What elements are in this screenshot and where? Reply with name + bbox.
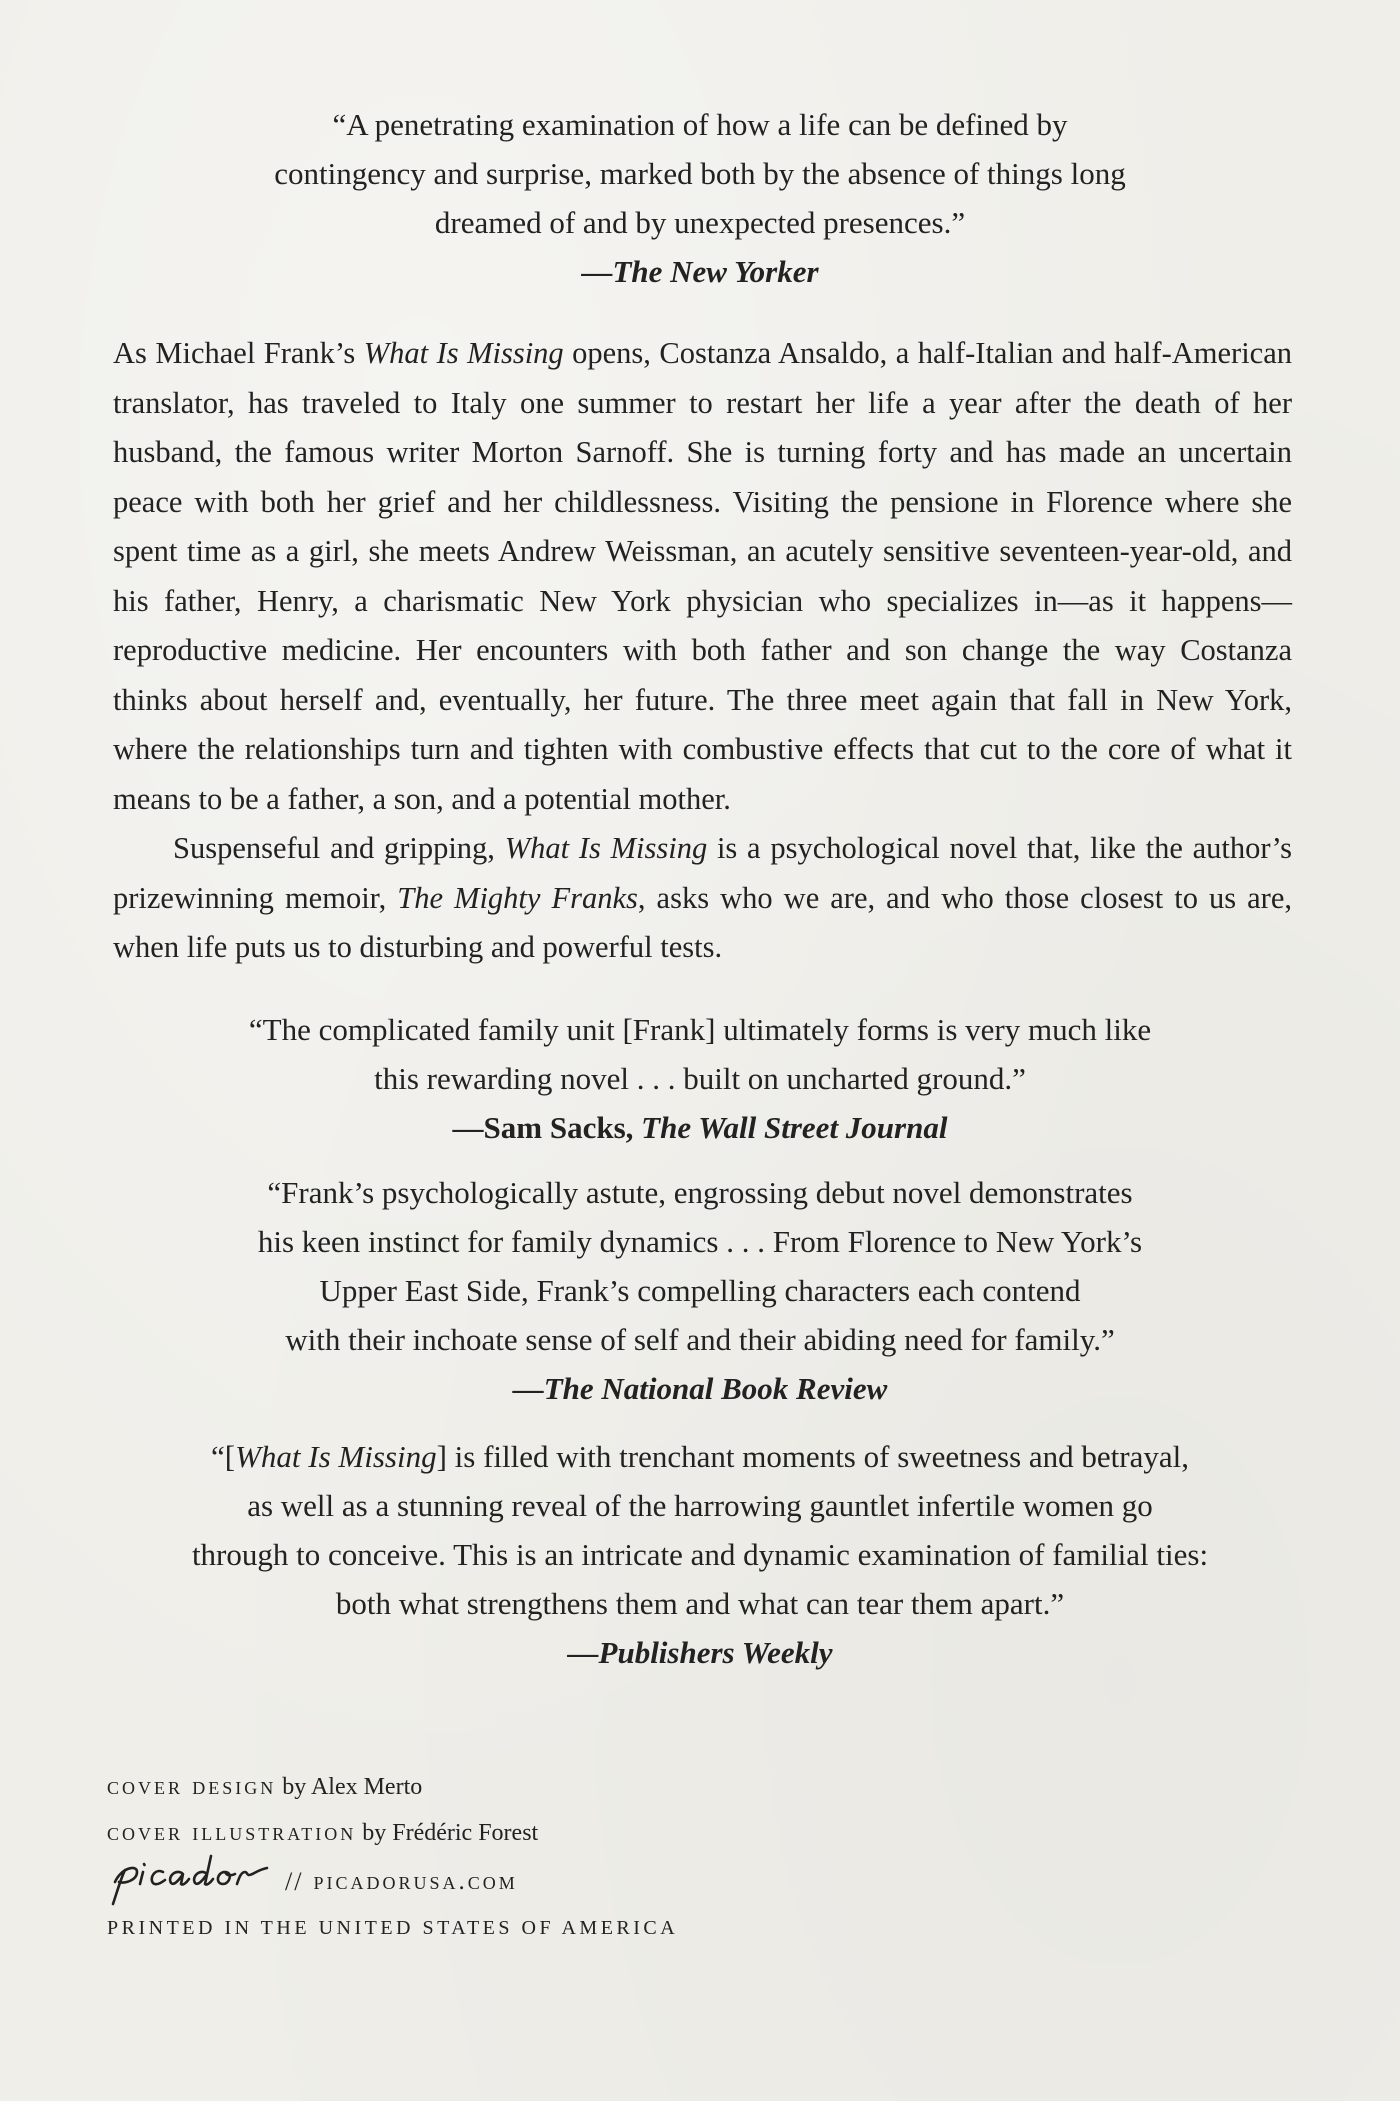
credits-block — [107, 1764, 678, 1951]
quote-line: “Frank’s psychologically astute, engrossing debut novel demonstrates — [267, 1175, 1133, 1210]
publication-name: The Wall Street Journal — [641, 1110, 948, 1145]
description-line: means to be a father, a son, and a potential mother. — [113, 781, 731, 816]
text-run: “[ — [211, 1439, 236, 1474]
top-review-quote — [0, 100, 1400, 296]
credit-value: by Frédéric Forest — [362, 1820, 539, 1846]
quote-attribution: —The New Yorker — [581, 254, 819, 289]
description-line: where the relationships turn and tighten with combustive effects that cut to the core of what it — [113, 732, 1292, 766]
description-line — [113, 329, 1292, 379]
credit-label: cover design — [107, 1773, 277, 1800]
quote-line: dreamed of and by unexpected presences.” — [434, 205, 966, 240]
book-title: What Is Missing — [504, 831, 708, 865]
quote-line: through to conceive. This is an intricate and dynamic examination of familial ties: — [191, 1537, 1209, 1572]
text-run: prizewinning memoir, — [113, 880, 398, 915]
cover-illustration-credit — [107, 1810, 678, 1856]
quote-attribution: —The National Book Review — [512, 1371, 888, 1406]
quote-line: “The complicated family unit [Frank] ultimately forms is very much like — [248, 1012, 1152, 1047]
quote-line: his keen instinct for family dynamics . . . From Florence to New York’s — [257, 1224, 1143, 1259]
description-line: thinks about herself and, eventually, her future. The three meet again that fall in New York, — [113, 682, 1292, 717]
credit-value: by Alex Merto — [282, 1774, 423, 1800]
quote-line: with their inchoate sense of self and their abiding need for family.” — [285, 1322, 1115, 1357]
picador-logo — [107, 1852, 279, 1910]
text-run: is a psychological novel that, like the author’s — [707, 831, 1293, 865]
quote-line: this rewarding novel . . . built on uncharted ground.” — [374, 1061, 1026, 1096]
description-line: when life puts us to disturbing and powerful tests. — [113, 930, 723, 964]
national-book-review-quote — [0, 1168, 1400, 1413]
text-run: opens, Costanza Ansaldo, a half-Italian and half-American — [563, 336, 1292, 370]
quote-attribution: —Publishers Weekly — [567, 1635, 833, 1670]
publishers-weekly-quote — [0, 1432, 1400, 1677]
description-line: husband, the famous writer Morton Sarnoff. She is turning forty and has made an uncertain — [113, 435, 1292, 469]
description-line — [113, 874, 1292, 924]
publisher-row — [107, 1856, 678, 1906]
quote-line: “A penetrating examination of how a life can be defined by — [332, 107, 1068, 142]
publisher-website[interactable]: picadorusa.com — [313, 1867, 518, 1895]
description-line: his father, Henry, a charismatic New York physician who specializes in—as it happens— — [113, 583, 1292, 618]
quote-line: contingency and surprise, marked both by the absence of things long — [274, 156, 1126, 191]
memoir-title: The Mighty Franks — [397, 880, 638, 915]
book-description — [113, 329, 1292, 973]
description-line: reproductive medicine. Her encounters with both father and son change the way Costanza — [113, 633, 1292, 667]
book-title: What Is Missing — [235, 1439, 437, 1474]
description-line: spent time as a girl, she meets Andrew Weissman, an acutely sensitive seventeen-year-old, and — [113, 534, 1292, 568]
quote-line: as well as a stunning reveal of the harrowing gauntlet infertile women go — [247, 1488, 1153, 1523]
description-line: peace with both her grief and her childlessness. Visiting the pensione in Florence where she — [113, 484, 1292, 519]
printed-in-notice: PRINTED IN THE UNITED STATES OF AMERICA — [107, 1917, 679, 1939]
wsj-review-quote — [0, 1005, 1400, 1152]
credit-label: cover illustration — [107, 1819, 357, 1846]
description-line — [113, 824, 1292, 874]
quote-line — [0, 1432, 1400, 1481]
text-run: As Michael Frank’s — [113, 336, 364, 370]
description-line: translator, has traveled to Italy one summer to restart her life a year after the death of her — [113, 385, 1292, 420]
quote-line: Upper East Side, Frank’s compelling characters each contend — [319, 1273, 1081, 1308]
text-run: Suspenseful and gripping, — [173, 831, 505, 865]
quote-line: both what strengthens them and what can tear them apart.” — [335, 1586, 1065, 1621]
reviewer-name: —Sam Sacks, — [452, 1110, 642, 1145]
text-run: , asks who we are, and who those closest to us are, — [637, 880, 1292, 915]
text-run: ] is filled with trenchant moments of sweetness and betrayal, — [436, 1439, 1189, 1474]
separator: // — [285, 1866, 304, 1896]
book-title: What Is Missing — [363, 336, 564, 370]
quote-attribution — [0, 1103, 1400, 1152]
cover-design-credit — [107, 1764, 678, 1810]
